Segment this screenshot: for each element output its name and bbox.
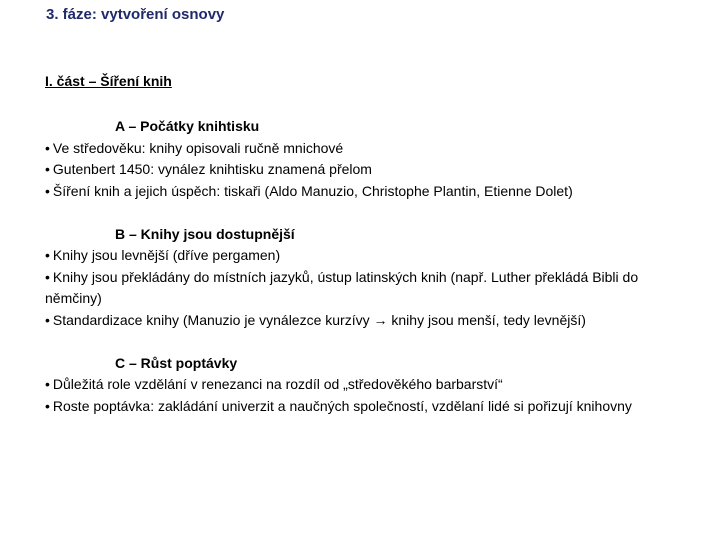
bullet-text: Knihy jsou levnější (dříve pergamen) bbox=[52, 247, 281, 263]
section-heading: C – Růst poptávky bbox=[115, 354, 238, 371]
outline-content bbox=[45, 116, 695, 417]
bullet-dot: • bbox=[45, 311, 50, 328]
bullet-item bbox=[45, 138, 695, 160]
bullet-dot: • bbox=[45, 376, 50, 392]
bullet-item bbox=[45, 181, 695, 203]
bullet-text: Standardizace knihy (Manuzio je vynálezce kurzívy bbox=[52, 311, 370, 328]
page-title: 3. fáze: vytvoření osnovy bbox=[46, 6, 225, 23]
bullet-dot: • bbox=[45, 161, 50, 177]
bullet-text: Ve středověku: knihy opisovali ručně mnichové bbox=[52, 139, 344, 156]
bullet-item bbox=[45, 159, 695, 181]
section-b bbox=[45, 224, 695, 332]
section-heading: B – Knihy jsou dostupnější bbox=[115, 225, 295, 242]
part-heading: I. část – Šíření knih bbox=[45, 73, 172, 89]
bullet-item bbox=[45, 310, 695, 332]
bullet-item bbox=[45, 245, 695, 267]
bullet-dot: • bbox=[45, 182, 50, 199]
bullet-dot: • bbox=[45, 247, 50, 263]
bullet-text: knihy jsou menší, tedy levnější) bbox=[391, 311, 586, 328]
bullet-text: Knihy jsou překládány do místních jazyků, ústup latinských knih (např. Luther překládá Bibli do němčiny) bbox=[45, 268, 639, 306]
section-c bbox=[45, 353, 695, 418]
bullet-item bbox=[45, 396, 695, 418]
arrow-right-icon: → bbox=[373, 311, 388, 328]
section-a bbox=[45, 116, 695, 202]
bullet-dot: • bbox=[45, 397, 50, 414]
bullet-text: Důležitá role vzdělání v renezanci na rozdíl od „středověkého barbarství“ bbox=[52, 376, 503, 392]
bullet-dot: • bbox=[45, 139, 50, 156]
bullet-text: Roste poptávka: zakládání univerzit a naučných společností, vzdělaní lidé si pořizují knihovny bbox=[52, 397, 632, 414]
bullet-item bbox=[45, 267, 695, 310]
bullet-text: Gutenbert 1450: vynález knihtisku znamená přelom bbox=[52, 161, 372, 177]
bullet-dot: • bbox=[45, 268, 50, 285]
section-heading: A – Počátky knihtisku bbox=[115, 118, 260, 134]
bullet-text: Šíření knih a jejich úspěch: tiskaři (Aldo Manuzio, Christophe Plantin, Etienne Dolet) bbox=[52, 182, 573, 199]
bullet-item bbox=[45, 374, 695, 396]
